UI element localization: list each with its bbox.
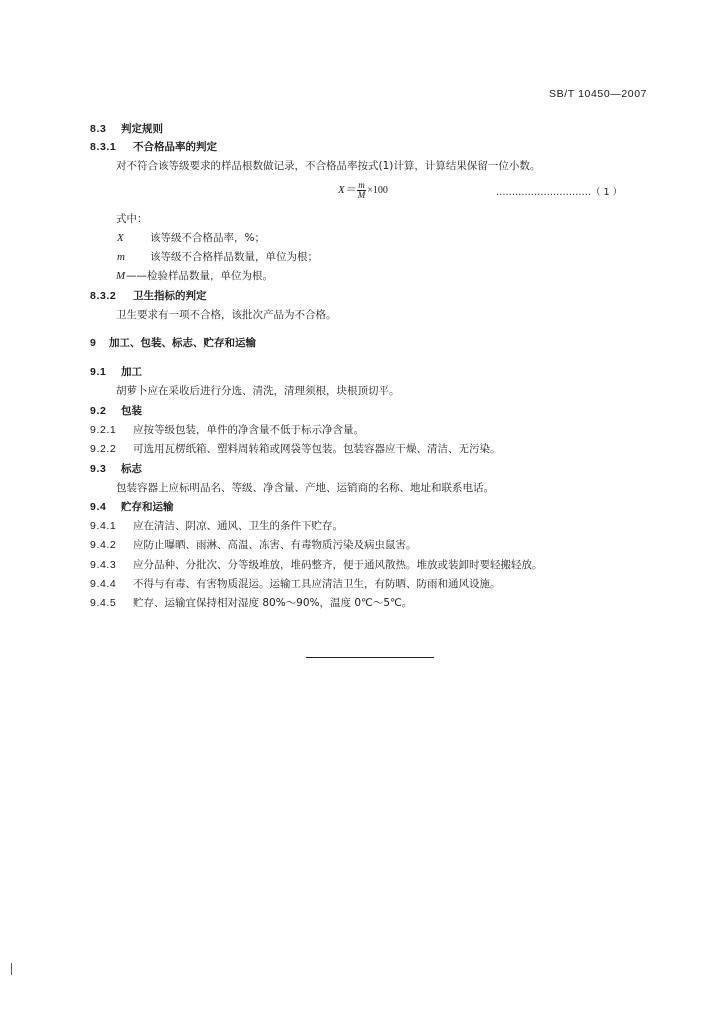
formula-reference: …………………………（ 1 ） (496, 187, 623, 198)
formula-1 (338, 181, 388, 200)
where-label: 式中： (116, 213, 148, 225)
var-x-desc: 该等级不合格品率，%； (150, 232, 265, 244)
section-9-4-2-number: 9.4.2 (90, 539, 117, 551)
var-cap-m-desc: ——检验样品数量，单位为根。 (126, 270, 273, 282)
section-9-4-4-body: 不得与有毒、有害物质混运。运输工具应清洁卫生，有防晒、防雨和通风设施。 (133, 578, 501, 590)
var-x-symbol: X (117, 232, 124, 244)
section-9-2-1-body: 应按等级包装，单件的净含量不低于标示净含量。 (133, 424, 364, 436)
chapter-9-number: 9 (90, 337, 97, 349)
scan-edge-mark (11, 963, 12, 975)
section-9-4-number: 9.4 (90, 501, 107, 513)
section-9-1-title: 加工 (121, 366, 142, 378)
formula-lhs: X＝ (338, 184, 356, 197)
var-m-desc: 该等级不合格样品数量，单位为根； (150, 251, 318, 263)
section-9-4-5-body: 贮存、运输宜保持相对湿度 80%～90%，温度 0℃～5℃。 (133, 597, 413, 609)
section-8-3-2-number: 8.3.2 (90, 290, 117, 302)
formula-fraction (357, 181, 367, 200)
formula-numerator: m (358, 180, 365, 190)
section-8-3-title: 判定规则 (121, 123, 163, 135)
end-rule (306, 657, 434, 658)
section-9-2-2-number: 9.2.2 (90, 443, 117, 455)
section-9-4-1-number: 9.4.1 (90, 520, 117, 532)
section-8-3-1-body: 对不符合该等级要求的样品根数做记录，不合格品率按式(1)计算，计算结果保留一位小数。 (116, 160, 541, 172)
section-8-3-2-title: 卫生指标的判定 (133, 290, 207, 302)
section-9-3-body: 包装容器上应标明品名、等级、净含量、产地、运销商的名称、地址和联系电话。 (116, 482, 494, 494)
section-8-3-1-number: 8.3.1 (90, 141, 117, 153)
section-9-4-title: 贮存和运输 (121, 501, 174, 513)
section-8-3-number: 8.3 (90, 123, 107, 135)
section-9-1-body: 胡萝卜应在采收后进行分选、清洗，清理须根，块根顶切平。 (116, 385, 400, 397)
section-9-4-2-body: 应防止曝晒、雨淋、高温、冻害、有毒物质污染及病虫鼠害。 (133, 539, 417, 551)
section-9-4-3-number: 9.4.3 (90, 559, 117, 571)
section-9-2-2-body: 可选用瓦楞纸箱、塑料周转箱或网袋等包装。包装容器应干燥、清洁、无污染。 (133, 443, 501, 455)
var-m-symbol: m (117, 251, 125, 263)
section-8-3-2-body: 卫生要求有一项不合格，该批次产品为不合格。 (116, 309, 337, 321)
section-9-3-number: 9.3 (90, 463, 107, 475)
section-9-1-number: 9.1 (90, 366, 107, 378)
section-9-4-3-body: 应分品种、分批次、分等级堆放，堆码整齐，便于通风散热。堆放或装卸时要轻搬轻放。 (133, 559, 543, 571)
chapter-9-title: 加工、包装、标志、贮存和运输 (109, 337, 256, 349)
section-9-4-1-body: 应在清洁、阴凉、通风、卫生的条件下贮存。 (133, 520, 343, 532)
formula-rhs: ×100 (367, 185, 388, 197)
section-9-4-4-number: 9.4.4 (90, 578, 117, 590)
formula-denominator: M (357, 190, 366, 200)
section-9-3-title: 标志 (121, 463, 142, 475)
section-9-2-title: 包装 (121, 405, 142, 417)
var-cap-m-symbol: M (116, 270, 126, 282)
section-9-2-number: 9.2 (90, 405, 107, 417)
section-9-4-5-number: 9.4.5 (90, 597, 117, 609)
standard-number: SB/T 10450—2007 (549, 88, 648, 100)
section-8-3-1-title: 不合格品率的判定 (133, 141, 217, 153)
section-9-2-1-number: 9.2.1 (90, 424, 117, 436)
